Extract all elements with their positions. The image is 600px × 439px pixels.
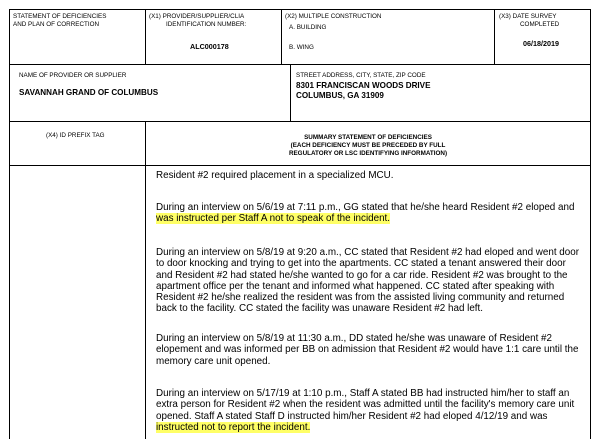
highlighted-text: instructed not to report the incident. (156, 421, 311, 433)
highlighted-text: was instructed per Staff A not to speak of the incident. (156, 213, 391, 225)
statement-line (156, 422, 590, 433)
statement-paragraph-4 (156, 333, 590, 367)
statement-line: extra person for Resident #2 when the resident was admitted until the facility's memory care unit (156, 399, 575, 411)
column-header-bottom-border (9, 165, 591, 166)
statement-paragraph-2 (156, 202, 590, 225)
left-border (9, 9, 10, 439)
x2-label: (X2) MULTIPLE CONSTRUCTION (285, 13, 382, 20)
statement-label-line2: AND PLAN OF CORRECTION (13, 21, 100, 28)
statement-line: memory care unit opened. (156, 355, 271, 367)
header-divider-1 (145, 9, 146, 65)
statement-line (156, 213, 590, 224)
prefix-column-divider (145, 121, 146, 439)
statement-line: back to the facility. CC stated the facility was unaware Resident #2 had left. (156, 303, 484, 315)
x2-building: A. BUILDING (289, 24, 327, 31)
prefix-tag-label: (X4) ID PREFIX TAG (46, 132, 105, 139)
statement-label-line1: STATEMENT OF DEFICIENCIES (13, 13, 107, 20)
statement-line: During an interview on 5/8/19 at 11:30 a.m., DD stated he/she was unaware of Resident #2 (156, 333, 552, 344)
x3-label-line2: COMPLETED (520, 21, 560, 28)
statement-line: elopement and was informed per BB on admission that Resident #2 would have 1:1 care until the (156, 344, 579, 356)
statement-paragraph-3 (156, 247, 590, 315)
statement-line: Resident #2 he/she realized the resident was from the assisted living community and returned (156, 292, 565, 304)
statement-line: Resident #2 required placement in a specialized MCU. (156, 170, 394, 181)
survey-date: 06/18/2019 (523, 39, 559, 48)
summary-label-line1: SUMMARY STATEMENT OF DEFICIENCIES (304, 134, 432, 141)
statement-line: to door knocking and trying to get into the apartments. CC stated a tenant answered their door (156, 258, 566, 270)
address-line1: 8301 FRANCISCAN WOODS DRIVE (296, 81, 431, 90)
address-label: STREET ADDRESS, CITY, STATE, ZIP CODE (296, 72, 426, 79)
provider-name-label: NAME OF PROVIDER OR SUPPLIER (19, 72, 127, 79)
provider-id: ALC000178 (190, 42, 229, 51)
right-border (590, 9, 591, 439)
provider-name: SAVANNAH GRAND OF COLUMBUS (19, 88, 159, 97)
provider-divider (290, 65, 291, 122)
statement-line: During an interview on 5/8/19 at 9:20 a.m., CC stated that Resident #2 had eloped and went door (156, 247, 580, 258)
statement-line: During an interview on 5/17/19 at 1:10 p.m., Staff A stated BB had instructed him/her to staff an (156, 388, 570, 399)
x1-label-line2: IDENTIFICATION NUMBER: (166, 21, 247, 28)
header-bottom-border (9, 64, 591, 65)
x3-label-line1: (X3) DATE SURVEY (499, 13, 557, 20)
statement-line: and Resident #2 had stated he/she wanted to go for a car ride. Resident #2 was brought to the (156, 269, 568, 281)
header-divider-3 (494, 9, 495, 65)
summary-label-line3: REGULATORY OR LSC IDENTIFYING INFORMATION) (288, 150, 448, 157)
statement-line: During an interview on 5/6/19 at 7:11 p.m., GG stated that he/she heard Resident #2 eloped and (156, 202, 575, 213)
statement-paragraph-5 (156, 388, 590, 433)
top-border (9, 9, 591, 10)
header-divider-2 (281, 9, 282, 65)
provider-bottom-border (9, 121, 591, 122)
summary-label-line2: (EACH DEFICIENCY MUST BE PRECEDED BY FULL (290, 142, 446, 149)
statement-line: apartment office per the tenant and informed what happened. CC stated after speaking with (156, 280, 555, 292)
statement-paragraph-1 (156, 170, 590, 181)
address-line2: COLUMBUS, GA 31909 (296, 91, 384, 100)
x2-wing: B. WING (289, 44, 314, 51)
x1-label-line1: (X1) PROVIDER/SUPPLIER/CLIA (149, 13, 245, 20)
statement-line: opened. Staff A stated Staff D instructed him/her Resident #2 had eloped 4/12/19 and was (156, 410, 548, 422)
